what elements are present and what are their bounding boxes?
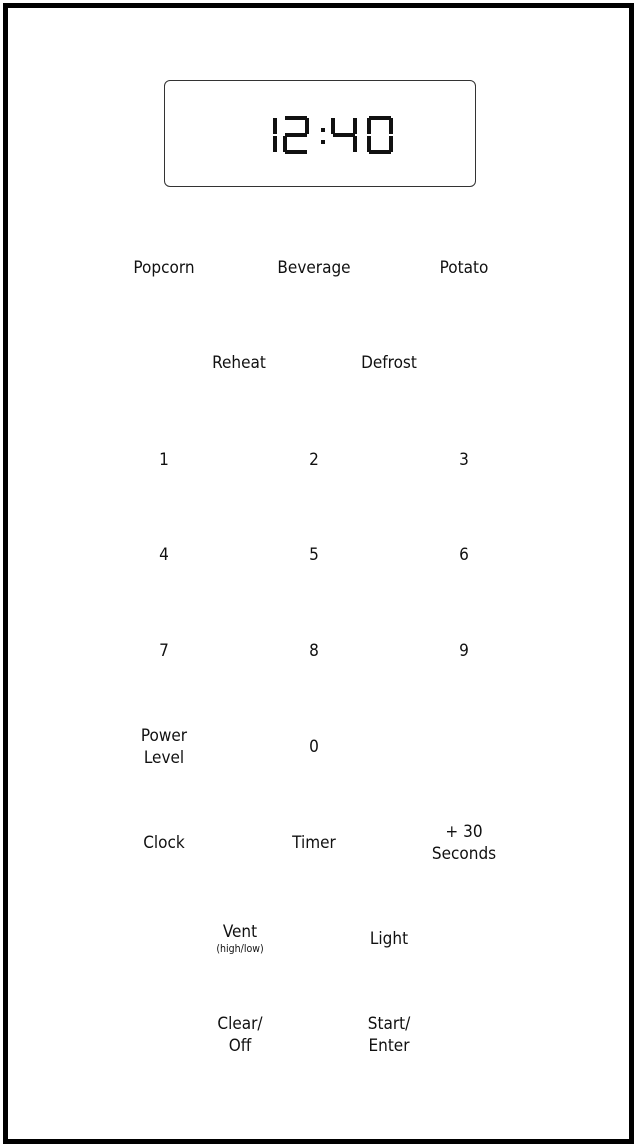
power-level-button[interactable] [141, 725, 187, 769]
plus-30-line-2: Seconds [431, 844, 497, 864]
lcd-segment-a [285, 116, 307, 120]
popcorn-button[interactable]: Popcorn [133, 258, 195, 278]
beverage-button[interactable]: Beverage [277, 258, 351, 278]
lcd-segment-c [273, 136, 277, 152]
digit-1-button[interactable]: 1 [159, 450, 169, 470]
lcd-segment-g [333, 133, 355, 137]
lcd-segment-c [389, 136, 393, 152]
power-level-line-1: Power [140, 726, 188, 746]
clear-off-line-2: Off [228, 1036, 252, 1056]
digit-5-button[interactable]: 5 [309, 545, 319, 565]
vent-label: Vent [222, 922, 258, 942]
lcd-segment-colon-top [321, 128, 325, 132]
clock-display [164, 80, 476, 187]
digit-2-button[interactable]: 2 [309, 450, 319, 470]
digit-9-button[interactable]: 9 [459, 641, 469, 661]
clock-button[interactable]: Clock [143, 833, 185, 853]
lcd-segment-d [285, 150, 307, 154]
clear-off-button[interactable] [217, 1013, 262, 1057]
digit-4-button[interactable]: 4 [159, 545, 169, 565]
timer-button[interactable]: Timer [292, 833, 336, 853]
light-button[interactable]: Light [369, 929, 409, 949]
start-enter-button[interactable] [368, 1013, 411, 1057]
start-enter-line-1: Start/ [367, 1014, 411, 1034]
clear-off-line-1: Clear/ [217, 1014, 263, 1034]
lcd-segment-e [367, 136, 371, 152]
lcd-segment-f [331, 118, 335, 134]
lcd-segment-b [389, 118, 393, 134]
digit-7-button[interactable]: 7 [159, 641, 169, 661]
reheat-button[interactable]: Reheat [212, 353, 266, 373]
lcd-segment-colon-bottom [321, 140, 325, 144]
power-level-line-2: Level [143, 748, 185, 768]
lcd-segment-e [283, 136, 287, 152]
lcd-segment-b [305, 118, 309, 134]
seven-segment-readout [165, 81, 475, 186]
plus-30-line-1: + 30 [445, 822, 483, 842]
lcd-segment-c [353, 136, 357, 152]
lcd-segment-b [353, 118, 357, 134]
lcd-segment-f [367, 118, 371, 134]
lcd-segment-a [369, 116, 391, 120]
digit-0-button[interactable]: 0 [309, 737, 319, 757]
defrost-button[interactable]: Defrost [361, 353, 417, 373]
potato-button[interactable]: Potato [439, 258, 489, 278]
digit-6-button[interactable]: 6 [459, 545, 469, 565]
digit-3-button[interactable]: 3 [459, 450, 469, 470]
vent-sublabel: (high/low) [216, 943, 264, 955]
plus-30-seconds-button[interactable] [432, 821, 496, 865]
lcd-segment-d [369, 150, 391, 154]
digit-8-button[interactable]: 8 [309, 641, 319, 661]
lcd-segment-b [273, 118, 277, 134]
vent-button[interactable] [216, 921, 263, 955]
lcd-segment-g [285, 133, 307, 137]
start-enter-line-2: Enter [368, 1036, 410, 1056]
